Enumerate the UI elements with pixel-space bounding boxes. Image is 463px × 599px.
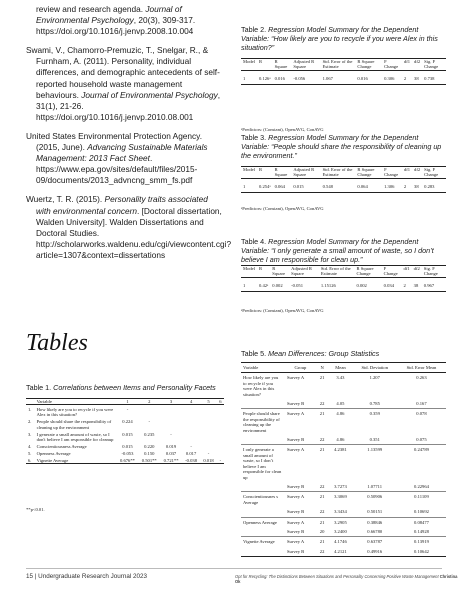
table2-label: Table 2. <box>241 25 269 34</box>
table5-cell: Survey A <box>287 494 305 500</box>
table3-cell: 1 <box>243 183 246 189</box>
table1-label: Table 1. <box>26 383 54 392</box>
table4-cell: 0.002 <box>272 282 283 288</box>
table4-cell: 0.034 <box>383 282 394 288</box>
table1-header-cell: 1 <box>126 399 129 404</box>
table1-cell: Conscientiousness Average <box>36 443 87 449</box>
table3-cell: 38 <box>414 183 419 189</box>
table5-cell: 0.24789 <box>414 447 429 453</box>
table5-cell: Survey B <box>287 509 305 515</box>
table4-header-row <box>241 266 446 278</box>
reference-entry <box>26 4 224 37</box>
table4-header-cell: Model <box>243 266 255 271</box>
table2-header-cell: Model <box>243 59 255 64</box>
table5-cell: How likely are you to recycle if you were Alex in this situation? <box>243 375 279 397</box>
table2-title: Regression Model Summary for the Dependent Variable: “How likely are you to recycle if you were Alex in this situation?” <box>241 25 438 52</box>
reference-entry <box>26 131 224 186</box>
table1-cell: 0.015 <box>122 431 133 437</box>
table2-cell: 38 <box>414 75 419 81</box>
table5-cell: 4.2121 <box>334 548 347 554</box>
table2-header-cell: F Change <box>384 59 399 70</box>
table3-header-cell: F Change <box>384 167 399 178</box>
table1-row <box>26 430 224 442</box>
table2-cell: 0.738 <box>424 75 435 81</box>
table5-cell: 21 <box>319 411 325 417</box>
table1-header-cell: 5 <box>207 399 210 404</box>
table2-header-cell: R Square Change <box>357 59 375 70</box>
table2-note: ᵃPredictors: (Constant), OpenAVG, ConAVG <box>241 127 324 132</box>
table5-cell: 0.66780 <box>367 528 383 534</box>
table2-header-row <box>241 59 446 71</box>
table5-cell: 0.785 <box>369 401 380 407</box>
table1-cell <box>200 430 217 442</box>
journal-name: Undergraduate Research Journal 2023 <box>38 573 148 580</box>
table1-cell: - <box>207 450 210 456</box>
table3-cell: 0.254ᵃ <box>259 183 271 189</box>
table4-cell: 1 <box>243 282 246 288</box>
table1-cell: 0.150 <box>144 450 155 456</box>
table4-header-cell: R Square <box>272 266 286 277</box>
table5-label: Table 5. <box>241 349 269 358</box>
table5-cell: 0.10692 <box>414 509 429 515</box>
table5-cell: 20 <box>319 528 325 534</box>
table2-cell: 0.016 <box>357 75 368 81</box>
table5-cell: 1.207 <box>369 375 380 381</box>
table1-row <box>26 449 224 456</box>
table1-cell: Openness Average <box>36 450 71 456</box>
table5-cell: 22 <box>319 509 325 515</box>
table1-caption <box>26 383 236 392</box>
table1-cell <box>217 449 224 456</box>
table5-cell: People should share the responsibility of cleaning up the environment <box>243 411 280 433</box>
table5-header-cell: Group <box>294 365 307 370</box>
table1-cell <box>182 405 200 418</box>
table5-cell: Survey A <box>287 447 305 453</box>
table5-cell: Survey B <box>287 401 305 407</box>
reference-italic: Advancing Sustainable Materials Management: 2013 Fact Sheet <box>36 142 208 164</box>
table5-cell: 21 <box>319 494 325 500</box>
table3-header-row <box>241 167 446 179</box>
table5-row <box>241 527 446 537</box>
reference-italic: Journal of Environmental Psychology <box>81 89 218 100</box>
running-title: Opt for Recycling: The Distinctions Between Situations and Personality Concerning Positive Waste Management <box>235 574 439 579</box>
table1-cell <box>138 405 160 418</box>
table1-cell: 0.721** <box>163 457 179 463</box>
table1-cell <box>160 418 182 430</box>
table5-cell: 0.075 <box>416 437 427 443</box>
table5-cell: 0.22964 <box>414 483 429 489</box>
table5-cell: 0.38846 <box>367 519 383 525</box>
table2-cell: -0.056 <box>293 75 306 81</box>
table5-cell: Openness Average <box>243 519 277 525</box>
table2-row <box>241 70 446 84</box>
table5-cell: 3.43 <box>336 375 345 381</box>
table4-note: ᵃPredictors: (Constant), OpenAVG, ConAVG <box>241 308 324 313</box>
table1-cell <box>182 430 200 442</box>
table4-header-cell: F Change <box>383 266 398 277</box>
table3-note: ᵃPredictors: (Constant), OpenAVG, ConAVG <box>241 206 324 211</box>
table5-cell: Survey B <box>287 528 305 534</box>
table1-cell: 0.019 <box>165 443 177 449</box>
table5-cell: 21 <box>319 447 325 453</box>
table4-header-cell: df2 <box>413 266 420 271</box>
table1-cell: How likely are you to recycle if you were Alex in this situation? <box>36 406 114 418</box>
table5-cell <box>241 435 285 445</box>
table5-cell: 3.7273 <box>334 483 347 489</box>
table4-header-cell: R <box>259 266 263 271</box>
table4-cell: 0.967 <box>423 282 435 288</box>
table5-cell: Survey B <box>287 548 305 554</box>
table5-cell: 0.263 <box>416 375 427 381</box>
footer-rule <box>26 568 442 569</box>
table5-caption <box>241 349 446 358</box>
table1-row <box>26 456 224 463</box>
table5-cell: 0.359 <box>369 411 380 417</box>
table5-row <box>241 507 446 517</box>
table1-cell <box>160 405 182 418</box>
table1-cell: People should share the responsibility of cleaning up the environment <box>36 419 112 430</box>
table1-cell: I generate a small amount of waste, so I don't believe I am responsible for cleanup <box>36 431 114 442</box>
table5-cell <box>241 547 285 557</box>
table5-title: Mean Differences: Group Statistics <box>268 349 380 358</box>
table2-cell: 1.067 <box>322 75 333 81</box>
table1-row <box>26 405 224 418</box>
table5-cell: 21 <box>319 375 325 381</box>
table1-cell: 6. <box>28 457 32 463</box>
footer-right <box>235 574 463 584</box>
table5-cell: 4.86 <box>336 411 345 417</box>
author-name: Christina Ok <box>235 574 458 584</box>
table3-header-cell: Std. Error of the Estimate <box>322 167 353 178</box>
table5-cell: 0.167 <box>416 401 427 407</box>
table3-header-cell: Model <box>243 167 255 172</box>
table2-cell: 0.126ᵃ <box>259 75 271 81</box>
table1-cell: 5. <box>28 450 32 456</box>
reference-text: , 31(1), 21-26. https://doi.org/10.1016/j.jenvp.2010.08.001 <box>36 89 221 122</box>
table5-cell <box>241 527 285 537</box>
table3-regression <box>241 166 446 193</box>
reference-italic: Personality traits associated with environmental concern <box>36 194 208 216</box>
table4-cell: 1.15126 <box>320 282 336 288</box>
table2-header-cell: Adjusted R Square <box>293 59 315 70</box>
table5-cell: 0.14928 <box>414 528 429 534</box>
table1-cell: 4. <box>28 443 32 449</box>
table5-header-cell: N <box>320 365 324 370</box>
table1-header-cell: 6 <box>219 399 222 404</box>
table1-cell: 0.501** <box>141 457 157 463</box>
table2-regression <box>241 58 446 85</box>
table1-title: Correlations between Items and Personality Facets <box>53 383 216 392</box>
table1-cell <box>200 405 217 418</box>
table5-cell: 22 <box>319 548 325 554</box>
table5-row <box>241 482 446 492</box>
table4-header-cell: R Square Change <box>356 266 374 277</box>
table3-header-cell: df2 <box>414 167 421 172</box>
table5-cell: 0.10642 <box>414 548 429 554</box>
table1-cell <box>200 418 217 430</box>
table5-cell: 3.2905 <box>334 519 347 525</box>
table1-cell: 0.015 <box>122 443 133 449</box>
table1-cell: 1. <box>28 406 32 412</box>
reference-italic: Journal of Environmental Psychology <box>36 4 182 26</box>
table1-row <box>26 442 224 449</box>
table4-cell: -0.051 <box>291 282 304 288</box>
table5-cell: 0.13919 <box>414 539 429 545</box>
table2-header-cell: Sig. F Change <box>424 59 439 70</box>
table5-row <box>241 492 446 507</box>
table5-cell: 0.50151 <box>367 509 383 515</box>
table1-cell: 0.017 <box>185 450 197 456</box>
table5-cell: Survey B <box>287 483 305 489</box>
table5-cell: 3.2400 <box>334 528 347 534</box>
table4-cell: 38 <box>413 282 419 288</box>
table4-header-cell: Adjusted R Square <box>291 266 312 277</box>
table2-header-cell: Std. Error of the Estimate <box>322 59 353 70</box>
reference-text: , 20(3), 309-317. https://doi.org/10.1016/j.jenvp.2008.10.004 <box>36 15 196 37</box>
table1-cell: 0.037 <box>165 450 177 456</box>
table2-cell: 2 <box>403 75 407 81</box>
table5-cell: Survey A <box>287 411 305 417</box>
table2-header-cell: R <box>259 59 263 64</box>
table1-cell: 3. <box>28 431 32 437</box>
table4-header-cell: Std. Error of the Estimate <box>320 266 351 277</box>
table1-cell: Vignette Average <box>36 457 69 463</box>
table3-header-cell: Adjusted R Square <box>293 167 315 178</box>
table3-cell: 0.548 <box>322 183 333 189</box>
reference-text: . [Doctoral dissertation, Walden University]. Walden Dissertations and Doctoral Studies. http://scholarworks.waldenu.edu/cgi/viewcontent.cgi?article=1307&context=dissertations <box>36 205 232 260</box>
table3-header-cell: df1 <box>403 167 411 172</box>
table5-cell: 0.078 <box>416 411 427 417</box>
table5-cell <box>241 482 285 492</box>
table1-cell: - <box>126 406 129 412</box>
table5-cell: Survey A <box>287 519 305 525</box>
table5-header-cell: Std. Deviation <box>361 365 388 370</box>
table1-header-cell: 4 <box>189 399 193 404</box>
table5-row <box>241 373 446 399</box>
table1-cell: 0.220 <box>144 443 155 449</box>
table4-row <box>241 277 446 291</box>
table4-label: Table 4. <box>241 237 269 246</box>
table5-row <box>241 537 446 547</box>
table3-header-cell: Sig. F Change <box>424 167 439 178</box>
reference-text: . https://www.epa.gov/sites/default/files/2015-09/documents/2013_advncng_smm_fs.pdf <box>36 153 198 186</box>
table4-regression <box>241 265 446 292</box>
table1-cell: 0.018 <box>203 457 214 463</box>
table4-caption <box>241 237 446 264</box>
table1-header-cell: 3 <box>169 399 173 404</box>
table3-cell: 1.306 <box>384 183 395 189</box>
table1-cell <box>200 442 217 449</box>
table4-cell: 0.42ᵃ <box>259 282 269 288</box>
table5-cell: 4.2381 <box>334 447 347 453</box>
table3-label: Table 3. <box>241 133 269 142</box>
table5-cell: Survey B <box>287 437 305 443</box>
table5-cell: 0.49916 <box>367 548 383 554</box>
table5-cell: 0.08477 <box>414 519 429 525</box>
table5-cell <box>241 507 285 517</box>
table1-cell <box>217 405 224 418</box>
table5-cell <box>241 399 285 409</box>
table5-cell: 3.3434 <box>334 509 347 515</box>
table5-cell: Survey A <box>287 375 305 381</box>
table5-cell: 22 <box>319 437 325 443</box>
table3-cell: 2 <box>403 183 407 189</box>
table5-row <box>241 445 446 482</box>
table5-cell: 4.86 <box>336 437 345 443</box>
table1-cell: 0.224 <box>122 419 133 425</box>
table5-row <box>241 435 446 445</box>
table4-header-cell: df1 <box>403 266 410 271</box>
reference-text: Swami, V., Chamorro-Premuzic, T., Snelgar, R., & Furnham, A. (2011). Personality, individual differences, and demographic antecedents of self-reported household waste management behaviours. <box>26 45 220 100</box>
table3-cell: 0.283 <box>424 183 435 189</box>
table2-caption <box>241 25 446 52</box>
table5-row <box>241 399 446 409</box>
table1-header-cell: Variable <box>36 399 52 404</box>
table5-cell: 4.05 <box>336 401 345 407</box>
page-number: 15 <box>26 573 34 580</box>
table5-row <box>241 409 446 435</box>
table5-cell: 1.07711 <box>367 483 383 489</box>
table5-cell: 21 <box>319 539 325 545</box>
table5-header-cell: Variable <box>243 365 259 370</box>
table3-header-cell: R <box>259 167 263 172</box>
table5-cell: Vignette Average <box>243 539 275 545</box>
table1-note: **p<0.01. <box>26 507 45 512</box>
table1-row <box>26 418 224 430</box>
table4-header-cell: Sig. F Change <box>423 266 438 277</box>
table2-header-cell: df2 <box>414 59 421 64</box>
table1-cell <box>217 430 224 442</box>
table5-row <box>241 547 446 557</box>
table1-cell: 2. <box>28 419 32 425</box>
table5-cell: 22 <box>319 401 325 407</box>
reference-text: United States Environmental Protection Agency. (2015, June). <box>26 130 203 153</box>
table5-cell: 0.351 <box>369 437 380 443</box>
table5-header-cell: Std. Error Mean <box>406 365 437 370</box>
table1-cell: - <box>219 457 222 463</box>
table5-cell: 4.1746 <box>334 539 347 545</box>
table5-cell: Survey A <box>287 539 305 545</box>
reference-text: review and research agenda. <box>36 4 146 14</box>
table2-cell: 1 <box>243 75 246 81</box>
table2-cell: 0.306 <box>384 75 395 81</box>
table5-cell: 0.50906 <box>367 494 383 500</box>
table4-cell: 0.002 <box>356 282 367 288</box>
table3-cell: 0.064 <box>274 183 285 189</box>
table5-cell: I only generate a small amount of waste, so I don’t believe I am responsible for clean up <box>243 447 282 480</box>
table5-cell: Conscientiousnes s Average <box>243 494 279 505</box>
table1-cell: 0.676** <box>120 457 135 463</box>
table4-title: Regression Model Summary for the Dependent Variable: “I only generate a small amount of waste, so I don’t believe I am responsible for clean up.” <box>241 237 434 264</box>
references-list <box>26 4 232 269</box>
table3-cell: 0.015 <box>293 183 304 189</box>
table3-cell: 0.064 <box>357 183 368 189</box>
table2-header-cell: df1 <box>403 59 411 64</box>
table2-header-cell: R Square <box>274 59 288 70</box>
table5-cell: 21 <box>319 519 325 525</box>
table5-cell: 0.11109 <box>414 494 429 500</box>
table1-cell <box>217 442 224 449</box>
table1-header-cell: 2 <box>148 399 151 404</box>
table3-caption <box>241 133 446 160</box>
table2-cell: 0.016 <box>274 75 285 81</box>
table1-cell: 0.235 <box>144 431 155 437</box>
reference-entry <box>26 194 232 261</box>
table5-cell: 3.3069 <box>334 494 347 500</box>
table1-cell <box>217 418 224 430</box>
table5-header-cell: Mean <box>335 365 346 370</box>
table3-header-cell: R Square <box>274 167 288 178</box>
table3-title: Regression Model Summary for the Dependent Variable: “People should share the responsibility of cleaning up the environment.” <box>241 133 442 160</box>
table3-row <box>241 178 446 192</box>
table5-cell: 22 <box>319 483 325 489</box>
table4-cell: 2 <box>403 282 406 288</box>
table1-cell: - <box>148 419 151 425</box>
table5-cell: 0.63787 <box>367 539 383 545</box>
table5-cell: 1.13599 <box>367 447 383 453</box>
table5-group-statistics <box>241 362 446 557</box>
table1-correlations <box>26 398 224 464</box>
section-heading-tables: Tables <box>26 330 88 356</box>
table3-header-cell: R Square Change <box>357 167 375 178</box>
reference-text: Wuertz, T. R. (2015). <box>26 194 105 205</box>
footer-left <box>26 573 147 580</box>
table1-cell: - <box>190 443 192 449</box>
table5-row <box>241 517 446 527</box>
table1-cell: - <box>170 431 172 437</box>
footer-separator: | <box>34 573 37 580</box>
table1-cell: -0.053 <box>121 450 134 456</box>
table1-cell <box>182 418 200 430</box>
table1-cell: -0.038 <box>185 457 198 463</box>
reference-entry <box>26 45 224 123</box>
